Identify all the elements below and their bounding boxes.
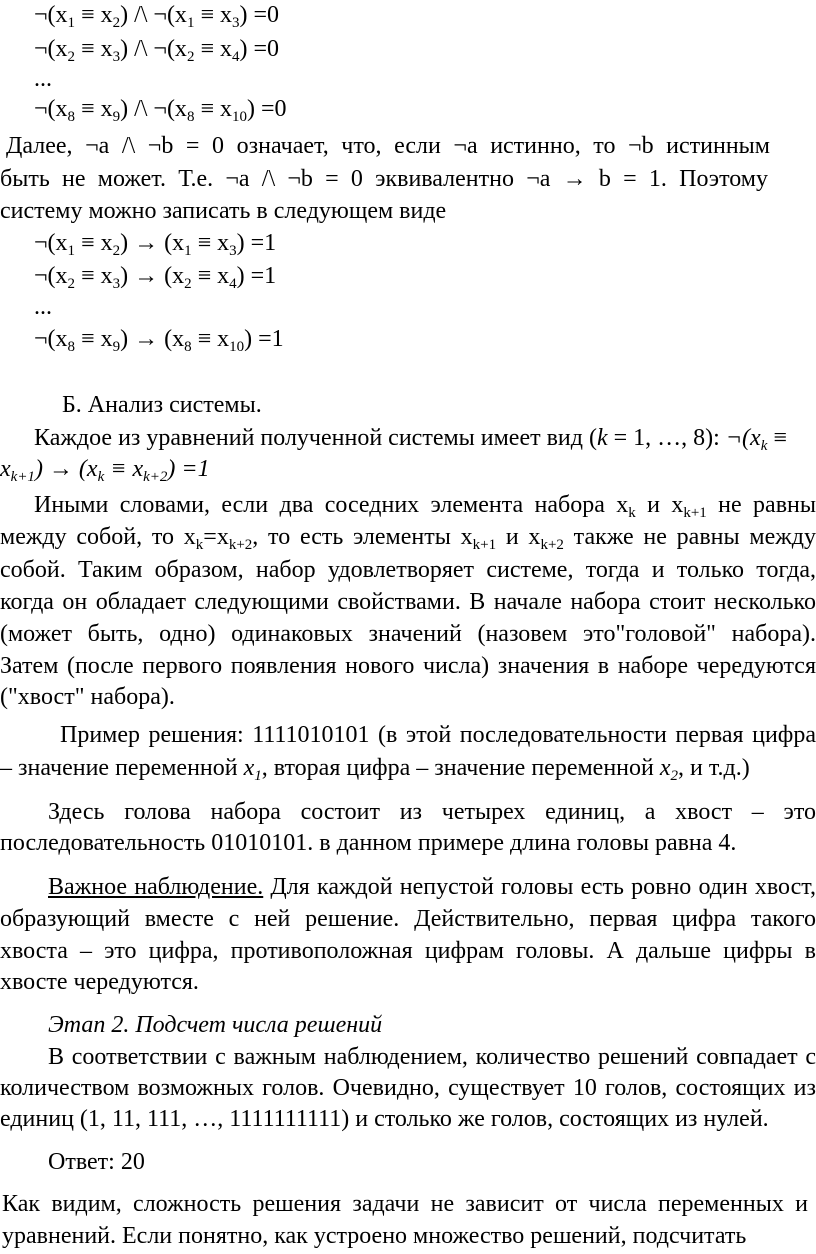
important-line-3: хвоста – это цифра, противоположная цифрам головы. А дальше цифры в — [0, 938, 816, 964]
para1-line-2: быть не может. Т.е. ¬a /\ ¬b = 0 эквивалентно ¬a → b = 1. Поэтому — [0, 166, 768, 192]
para3-line-2: между собой, то $x_k=x_{k+2}$, то есть элементы $x_{k+1}$ и $x_{k+2}$ также не равны между — [0, 524, 816, 553]
para2-line-2: $x_{k+1}) \to (x_k \equiv x_{k+2}) =1$ — [0, 456, 210, 485]
para1-line-1: Далее, ¬a /\ ¬b = 0 означает, что, если ¬a истинно, то ¬b истинным — [6, 133, 770, 159]
stage2-line-3: единиц (1, 11, 111, …, 1111111111) и столько же голов, состоящих из нулей. — [0, 1106, 769, 1132]
system1-ellipsis: ... — [34, 66, 52, 92]
section-b-heading: Б. Анализ системы. — [62, 392, 262, 418]
example-line-1: Пример решения: 1111010101 (в этой последовательности первая цифра — [60, 722, 816, 748]
para2-line-1: Каждое из уравнений полученной системы имеет вид (k = 1, …, 8): $\neg(x_k$ ≡ — [34, 425, 787, 454]
para3-line-3: собой. Таким образом, набор удовлетворяет системе, тогда и только тогда, — [0, 557, 816, 583]
stage2-line-2: количеством возможных голов. Очевидно, существует 10 голов, состоящих из — [0, 1075, 816, 1101]
system2-line-1: $\neg(x_1 \equiv x_2) \to (x_1 \equiv x_3) =1$ — [34, 230, 277, 259]
final-line-1: Как видим, сложность решения задачи не зависит от числа переменных и — [2, 1191, 808, 1217]
system2-line-2: $\neg(x_2 \equiv x_3) \to (x_2 \equiv x_4) =1$ — [34, 263, 277, 292]
system2-ellipsis: ... — [34, 294, 52, 320]
para3-line-4: когда он обладает следующими свойствами. В начале набора стоит несколько — [0, 589, 816, 615]
system1-line-3: $\neg(x_8 \equiv x_9)$ /\ $\neg(x_8 \equiv x_{10}) =0$ — [34, 96, 287, 125]
system2-line-3: $\neg(x_8 \equiv x_9) \to (x_8 \equiv x_{10}) =1$ — [34, 326, 284, 355]
stage2-heading: Этап 2. Подсчет числа решений — [48, 1012, 383, 1038]
head-line-1: Здесь голова набора состоит из четырех единиц, а хвост – это — [48, 799, 816, 825]
para3-line-6: Затем (после первого появления нового числа) значения в наборе чередуются — [0, 653, 816, 679]
final-line-2: уравнений. Если понятно, как устроено множество решений, подсчитать — [2, 1223, 747, 1249]
important-title: Важное наблюдение. — [48, 874, 264, 900]
important-line-4: хвосте чередуются. — [0, 969, 199, 995]
para1-line-3: систему можно записать в следующем виде — [0, 198, 447, 224]
important-line-2: образующий вместе с ней решение. Действительно, первая цифра такого — [0, 906, 816, 932]
important-line-1: Важное наблюдение. Для каждой непустой головы есть ровно один хвост, — [48, 874, 816, 900]
answer: Ответ: 20 — [48, 1149, 145, 1175]
stage2-line-1: В соответствии с важным наблюдением, количество решений совпадает с — [48, 1044, 816, 1070]
system1-line-1: $\neg(x_1 \equiv x_2)$ /\ $\neg(x_1 \equiv x_3) =0$ — [34, 2, 280, 31]
para3-line-1: Иными словами, если два соседних элемента набора $x_k$ и $x_{k+1}$ не равны — [34, 492, 816, 521]
para3-line-7: ("хвост" набора). — [0, 684, 175, 710]
head-line-2: последовательность 01010101. в данном примере длина головы равна 4. — [0, 830, 737, 856]
system1-line-2: $\neg(x_2 \equiv x_3)$ /\ $\neg(x_2 \equiv x_4) =0$ — [34, 36, 280, 65]
example-line-2: – значение переменной $x_1$, вторая цифра – значение переменной $x_2$, и т.д.) — [0, 755, 750, 784]
para3-line-5: (может быть, одно) одинаковых значений (назовем это"головой" набора). — [0, 621, 816, 647]
